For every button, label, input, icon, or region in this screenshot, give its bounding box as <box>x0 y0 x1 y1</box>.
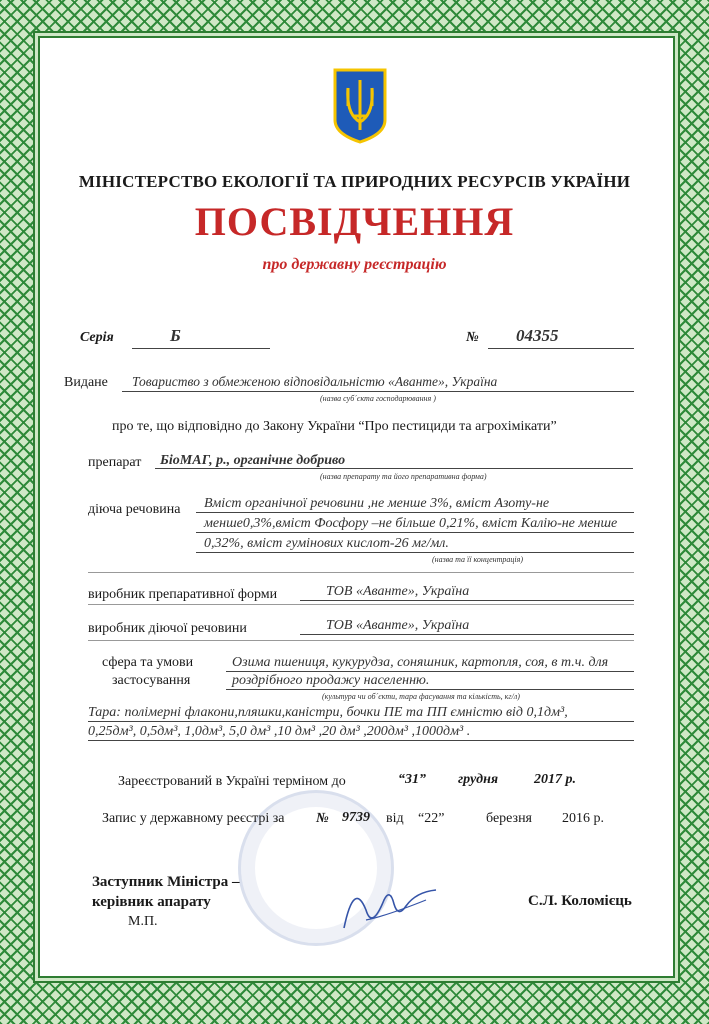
registered-day: “31” <box>398 772 426 787</box>
scope-caption: (культура чи об´єкти, тара фасування та кількість, кг/л) <box>322 692 520 701</box>
series-label: Серія <box>80 330 114 345</box>
scope-label2: застосування <box>112 673 191 688</box>
active-line1: Вміст органічної речовини ,не менше 3%, вміст Азоту-не <box>204 496 550 511</box>
issued-caption: (назва суб´єкта господарювання ) <box>320 394 436 403</box>
record-year: 2016 р. <box>562 811 604 826</box>
tare-line1: Тара: полімерні флакони,пляшки,каністри, бочки ПЕ та ПП ємністю від 0,1дм³, <box>88 705 568 720</box>
scope-label1: сфера та умови <box>102 655 194 670</box>
document-title: ПОСВІДЧЕННЯ <box>194 199 515 244</box>
law-text: про те, що відповідно до Закону України “Про пестициди та агрохімікати” <box>112 419 557 434</box>
producer-active-label: виробник діючої речовини <box>88 621 247 636</box>
scope-line1: Озима пшениця, кукурудза, соняшник, картопля, соя, в т.ч. для <box>232 655 609 670</box>
producer-form-value: ТОВ «Аванте», Україна <box>326 584 470 599</box>
active-caption: (назва та її концентрація) <box>432 555 523 564</box>
active-line3: 0,32%, вміст гумінових кислот-26 мг/мл. <box>204 536 449 551</box>
document-subtitle: про державну реєстрацію <box>262 256 447 273</box>
scope-line2: роздрібного продажу населенню. <box>232 673 430 688</box>
number-value: 04355 <box>516 326 559 345</box>
registered-month: грудня <box>458 772 499 787</box>
active-label: діюча речовина <box>88 502 181 517</box>
signatory-title2: керівник апарату <box>92 894 211 910</box>
record-no-label: № <box>316 811 329 826</box>
producer-form-label: виробник препаративної форми <box>88 587 278 602</box>
ministry-name: МІНІСТЕРСТВО ЕКОЛОГІЇ ТА ПРИРОДНИХ РЕСУРСІВ УКРАЇНИ <box>78 172 631 191</box>
producer-active-value: ТОВ «Аванте», Україна <box>326 618 470 633</box>
registered-year: 2017 р. <box>534 772 576 787</box>
active-line2: менше0,3%,вміст Фосфору –не більше 0,21%, вміст Калію-не менше <box>204 516 618 531</box>
tare-line2: 0,25дм³, 0,5дм³, 1,0дм³, 5,0 дм³ ,10 дм³ ,20 дм³ ,200дм³ ,1000дм³ . <box>88 724 471 739</box>
issued-value: Товариство з обмеженою відповідальністю «Аванте», Україна <box>132 374 498 389</box>
record-from-label: від <box>386 811 404 826</box>
preparation-label: препарат <box>88 455 142 470</box>
record-no-value: 9739 <box>342 810 370 825</box>
signature-image <box>336 870 446 940</box>
record-day: “22” <box>418 811 445 826</box>
signatory-name: С.Л. Коломієць <box>528 893 632 909</box>
preparation-value: БіоМАГ, р., органічне добриво <box>160 453 346 468</box>
number-label: № <box>466 330 479 345</box>
series-value: Б <box>170 326 181 345</box>
record-month: березня <box>486 811 532 826</box>
trident-emblem-icon <box>333 68 387 144</box>
mp-label: М.П. <box>128 914 158 929</box>
registered-text: Зареєстрований в Україні терміном до <box>118 774 346 789</box>
issued-label: Видане <box>64 375 108 390</box>
preparation-caption: (назва препарату та його препаративна форма) <box>320 472 487 481</box>
record-text: Запис у державному реєстрі за <box>102 811 285 826</box>
signatory-title1: Заступник Міністра – <box>92 874 240 890</box>
